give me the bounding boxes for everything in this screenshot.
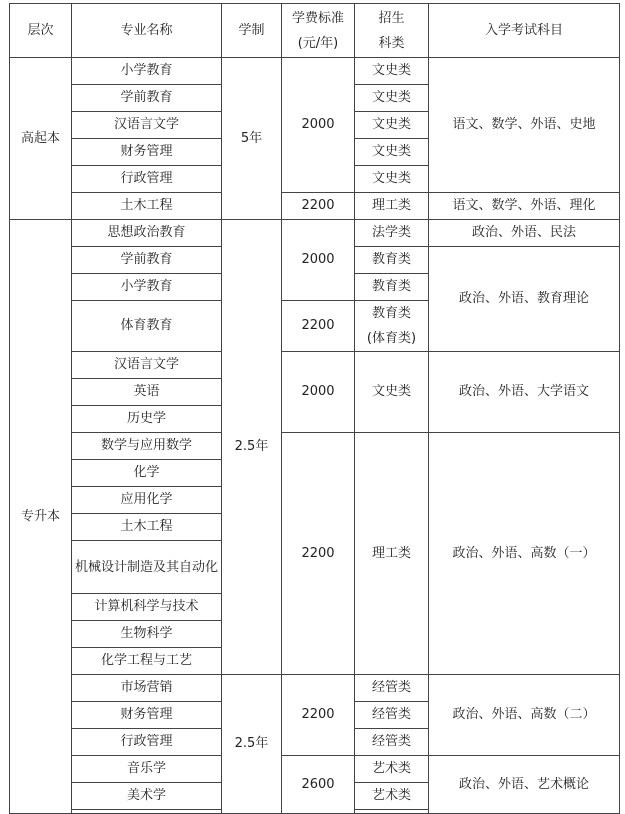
category-cell: 教育类 bbox=[355, 274, 429, 301]
category-cell: 文史类 bbox=[355, 85, 429, 112]
major-cell: 化学工程与工艺 bbox=[72, 648, 222, 675]
fee-cell: 2000 bbox=[282, 352, 355, 433]
header-major: 专业名称 bbox=[72, 4, 222, 58]
header-category-line1: 招生 bbox=[378, 10, 405, 26]
major-cell: 体育教育 bbox=[72, 301, 222, 352]
header-fee bbox=[282, 4, 355, 58]
exam-cell: 政治、外语、高数（二） bbox=[429, 675, 620, 756]
major-cell: 汉语言文学 bbox=[72, 112, 222, 139]
table-row bbox=[10, 58, 620, 85]
fee-cell: 2200 bbox=[282, 675, 355, 756]
category-cell: 文史类 bbox=[355, 58, 429, 85]
major-cell: 数学与应用数学 bbox=[72, 433, 222, 460]
level-cell: 高起本 bbox=[10, 58, 72, 220]
major-cell: 英语 bbox=[72, 379, 222, 406]
major-cell: 市场营销 bbox=[72, 675, 222, 702]
category-cell: 经管类 bbox=[355, 675, 429, 702]
major-cell: 生物科学 bbox=[72, 621, 222, 648]
category-cell: 经管类 bbox=[355, 729, 429, 756]
major-cell: 小学教育 bbox=[72, 274, 222, 301]
level-cell: 专升本 bbox=[10, 220, 72, 814]
duration-cell: 2.5年 bbox=[222, 675, 282, 814]
duration-cell: 5年 bbox=[222, 58, 282, 220]
major-cell: 计算机科学与技术 bbox=[72, 594, 222, 621]
major-cell: 美术学 bbox=[72, 783, 222, 810]
category-cell: 文史类 bbox=[355, 166, 429, 193]
category-cell: 理工类 bbox=[355, 193, 429, 220]
exam-cell: 政治、外语、教育理论 bbox=[429, 247, 620, 352]
exam-cell: 政治、外语、大学语文 bbox=[429, 352, 620, 433]
table-row bbox=[10, 675, 620, 702]
major-cell: 机械设计制造及其自动化 bbox=[72, 541, 222, 594]
fee-cell: 2200 bbox=[282, 433, 355, 675]
duration-cell: 2.5年 bbox=[222, 220, 282, 675]
major-cell: 思想政治教育 bbox=[72, 220, 222, 247]
header-duration: 学制 bbox=[222, 4, 282, 58]
table-row bbox=[10, 433, 620, 460]
category-cell: 经管类 bbox=[355, 702, 429, 729]
exam-cell: 语文、数学、外语、史地 bbox=[429, 58, 620, 193]
major-cell: 行政管理 bbox=[72, 166, 222, 193]
header-exam: 入学考试科目 bbox=[429, 4, 620, 58]
fee-cell: 2200 bbox=[282, 301, 355, 352]
major-cell: 小学教育 bbox=[72, 58, 222, 85]
exam-cell: 政治、外语、高数（一） bbox=[429, 433, 620, 675]
category-cell: 文史类 bbox=[355, 139, 429, 166]
category-cell: 艺术类 bbox=[355, 756, 429, 783]
header-fee-line1: 学费标准 bbox=[291, 10, 344, 26]
exam-cell: 语文、数学、外语、理化 bbox=[429, 193, 620, 220]
major-cell: 汉语言文学 bbox=[72, 352, 222, 379]
major-cell: 财务管理 bbox=[72, 702, 222, 729]
table-row bbox=[10, 352, 620, 379]
category-cell bbox=[355, 301, 429, 352]
exam-cell: 政治、外语、艺术概论 bbox=[429, 756, 620, 814]
table-row bbox=[10, 193, 620, 220]
major-cell: 学前教育 bbox=[72, 247, 222, 274]
header-row bbox=[10, 4, 620, 58]
header-fee-line2: (元/年) bbox=[297, 35, 339, 51]
category-cell: 文史类 bbox=[355, 352, 429, 433]
category-line2: (体育类) bbox=[366, 331, 417, 346]
fee-cell: 2000 bbox=[282, 220, 355, 301]
category-cell: 理工类 bbox=[355, 433, 429, 675]
major-cell: 历史学 bbox=[72, 406, 222, 433]
category-line1: 教育类 bbox=[371, 306, 411, 321]
header-category bbox=[355, 4, 429, 58]
major-cell: 财务管理 bbox=[72, 139, 222, 166]
fee-cell: 2600 bbox=[282, 756, 355, 814]
major-cell: 土木工程 bbox=[72, 193, 222, 220]
fee-cell: 2200 bbox=[282, 193, 355, 220]
table-row bbox=[10, 220, 620, 247]
category-cell: 文史类 bbox=[355, 112, 429, 139]
major-cell: 学前教育 bbox=[72, 85, 222, 112]
header-level: 层次 bbox=[10, 4, 72, 58]
major-cell: 行政管理 bbox=[72, 729, 222, 756]
admissions-table bbox=[9, 3, 620, 814]
category-cell: 教育类 bbox=[355, 247, 429, 274]
exam-cell: 政治、外语、民法 bbox=[429, 220, 620, 247]
major-cell: 化学 bbox=[72, 460, 222, 487]
major-cell: 土木工程 bbox=[72, 514, 222, 541]
header-category-line2: 科类 bbox=[378, 35, 405, 51]
category-cell: 法学类 bbox=[355, 220, 429, 247]
major-cell: 音乐学 bbox=[72, 756, 222, 783]
fee-cell: 2000 bbox=[282, 58, 355, 193]
major-cell: 应用化学 bbox=[72, 487, 222, 514]
table-row bbox=[10, 756, 620, 783]
category-cell: 艺术类 bbox=[355, 783, 429, 810]
